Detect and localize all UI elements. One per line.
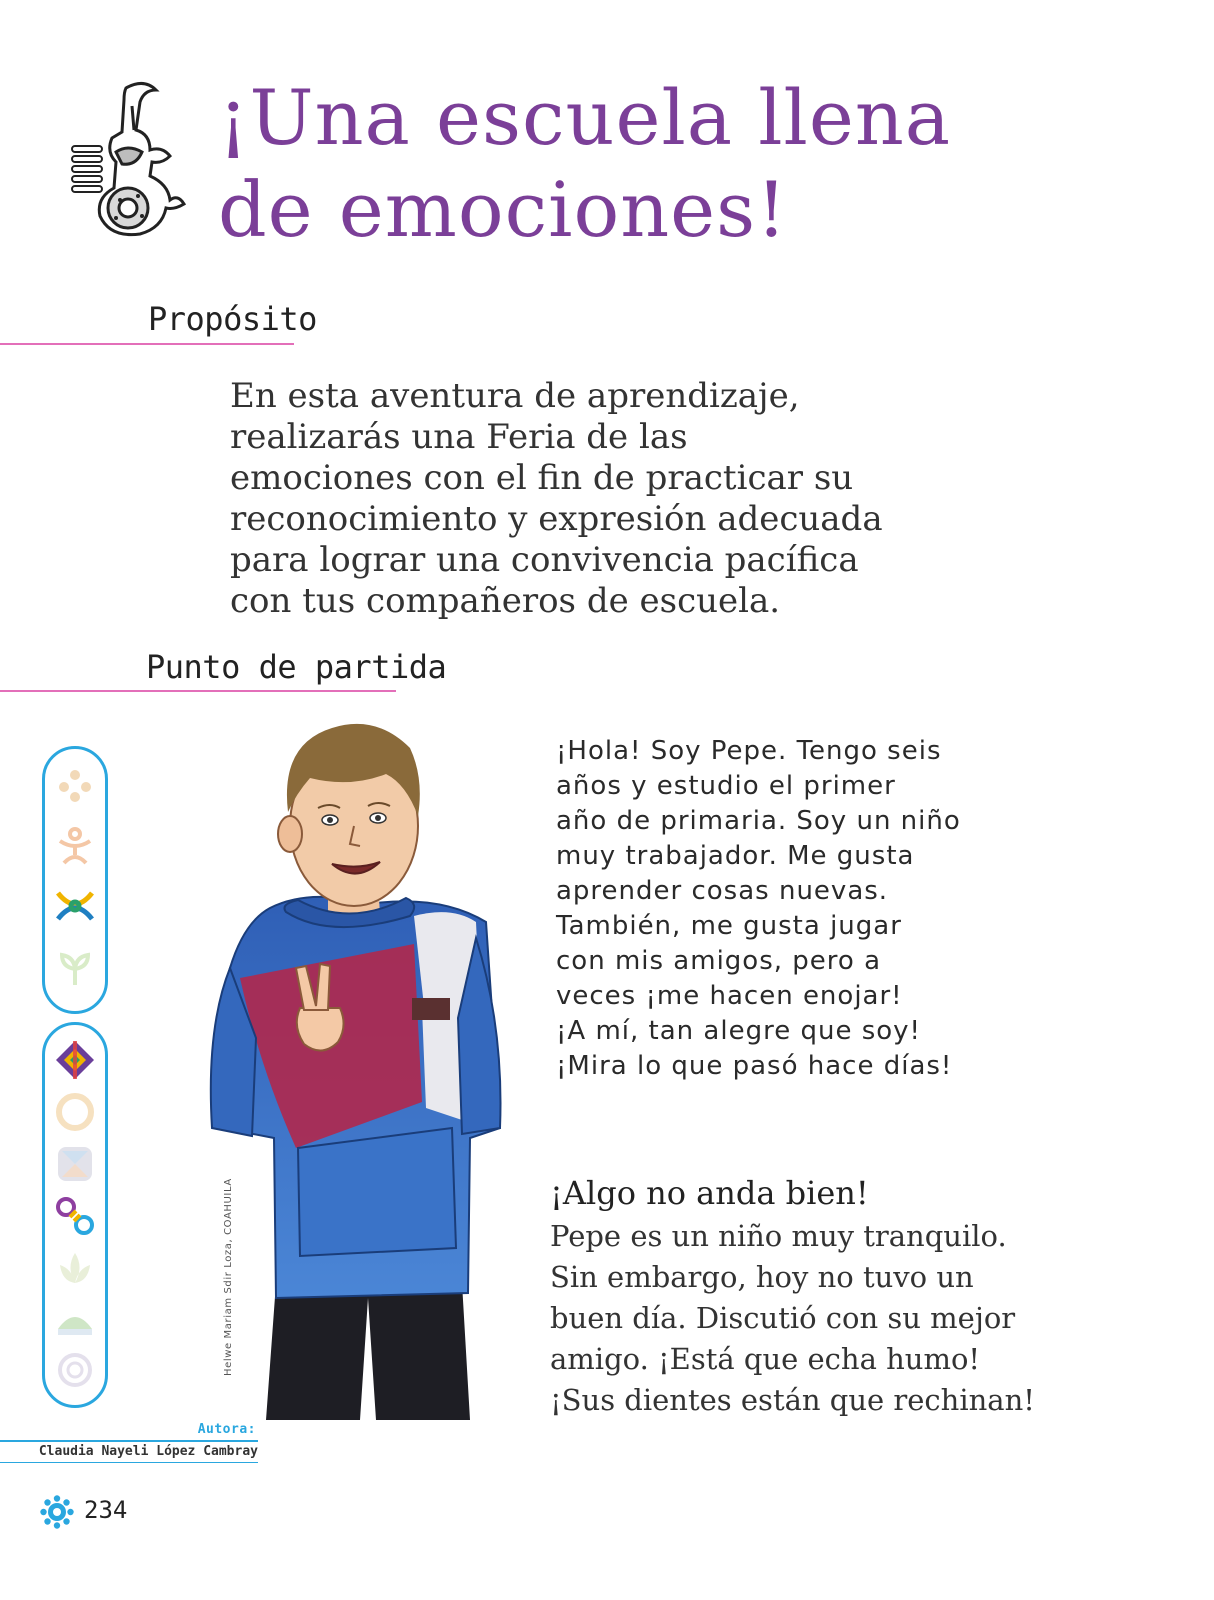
author-divider	[0, 1440, 258, 1442]
seed-icon	[54, 765, 96, 807]
pepe-line: muy trabajador. Me gusta	[556, 841, 915, 871]
spiral-icon	[54, 1349, 96, 1391]
purpose-paragraph	[230, 376, 930, 622]
sprout-icon	[54, 947, 96, 989]
diamond-icon	[54, 1039, 96, 1081]
fields-pill	[42, 746, 108, 1014]
chain-icon	[54, 1195, 96, 1237]
codex-glyph-logo	[66, 76, 186, 238]
purpose-line: emociones con el fin de practicar su	[230, 458, 854, 498]
purpose-underline	[0, 343, 294, 345]
subsection-line: Pepe es un niño muy tranquilo.	[550, 1219, 1007, 1253]
hourglass-square-icon	[54, 1143, 96, 1185]
author-divider-bottom	[0, 1462, 258, 1463]
linked-people-icon	[54, 885, 96, 927]
subsection-line: ¡Sus dientes están que rechinan!	[550, 1383, 1035, 1417]
purpose-line: para lograr una convivencia pacífica	[230, 540, 859, 580]
pepe-illustration	[200, 708, 530, 1428]
pepe-line: años y estudio el primer	[556, 771, 896, 801]
purpose-line: realizarás una Feria de las	[230, 417, 688, 457]
mound-icon	[54, 1299, 96, 1341]
purpose-heading: Propósito	[148, 300, 317, 338]
circle-swirl-icon	[54, 1091, 96, 1133]
subsection-line: buen día. Discutió con su mejor	[550, 1301, 1016, 1335]
page-number: 234	[84, 1496, 128, 1524]
pepe-line: ¡A mí, tan alegre que soy!	[556, 1016, 921, 1046]
starting-point-heading: Punto de partida	[146, 648, 447, 686]
author-name: Claudia Nayeli López Cambray	[38, 1444, 258, 1459]
dancing-figure-icon	[54, 825, 96, 867]
illustration-credit: Helwe Mariam Sdir Loza, COAHUILA	[223, 1178, 234, 1376]
sun-medallion-icon	[40, 1495, 74, 1529]
purpose-line: con tus compañeros de escuela.	[230, 581, 781, 621]
purpose-line: reconocimiento y expresión adecuada	[230, 499, 883, 539]
page-title	[218, 72, 1178, 256]
pepe-line: ¡Mira lo que pasó hace días!	[556, 1051, 953, 1081]
pepe-line: con mis amigos, pero a	[556, 946, 881, 976]
lotus-icon	[54, 1247, 96, 1289]
pepe-line: aprender cosas nuevas.	[556, 876, 889, 906]
subsection-line: Sin embargo, hoy no tuvo un	[550, 1260, 974, 1294]
pepe-line: veces ¡me hacen enojar!	[556, 981, 903, 1011]
pepe-line: año de primaria. Soy un niño	[556, 806, 961, 836]
axes-pill	[42, 1022, 108, 1408]
author-label: Autora:	[197, 1422, 256, 1437]
subsection-line: amigo. ¡Está que echa humo!	[550, 1342, 981, 1376]
pepe-introduction	[556, 734, 976, 1084]
starting-point-underline	[0, 690, 396, 692]
purpose-line: En esta aventura de aprendizaje,	[230, 376, 800, 416]
pepe-line: También, me gusta jugar	[556, 911, 902, 941]
title-line-1: ¡Una escuela llena	[218, 73, 952, 162]
subsection-heading: ¡Algo no anda bien!	[550, 1174, 869, 1212]
subsection-paragraph	[550, 1216, 1070, 1421]
pepe-line: ¡Hola! Soy Pepe. Tengo seis	[556, 736, 942, 766]
title-line-2: de emociones!	[218, 165, 788, 254]
